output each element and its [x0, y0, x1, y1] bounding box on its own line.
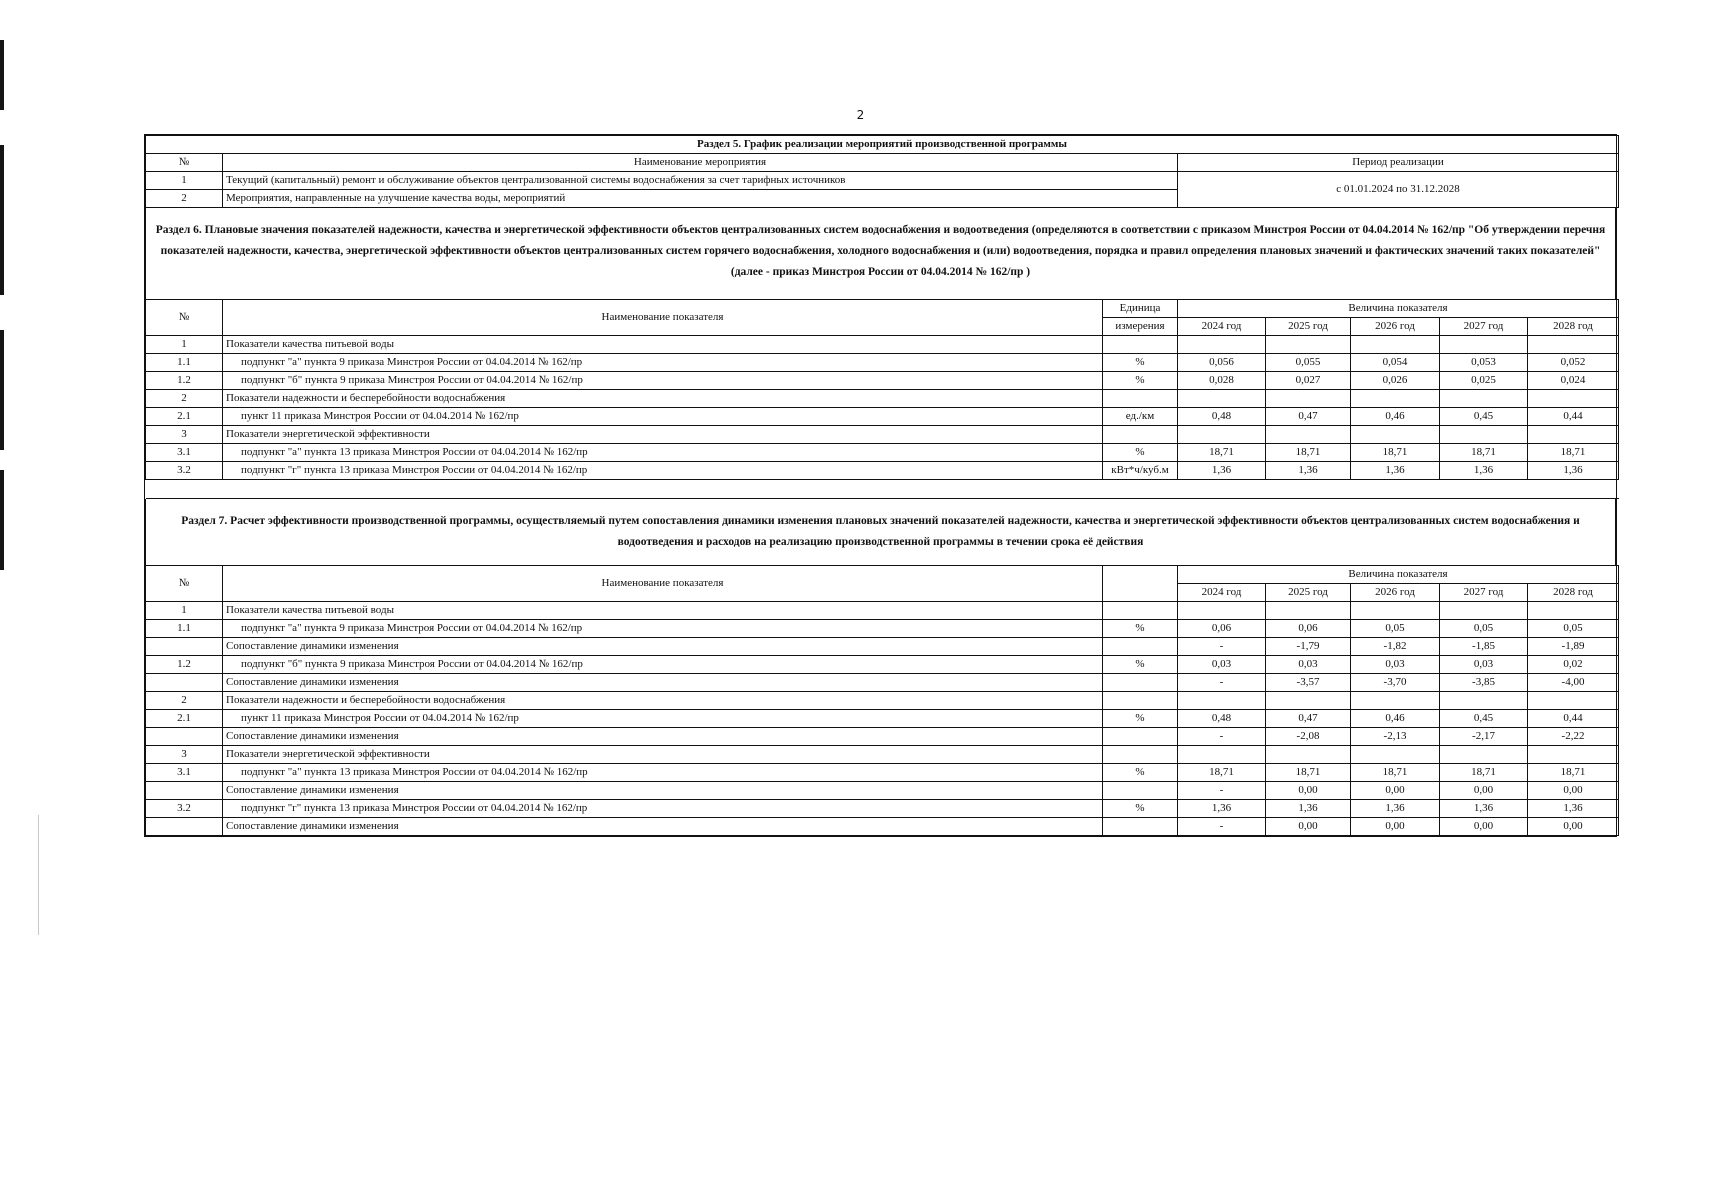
year-header: 2027 год	[1440, 318, 1528, 336]
row-value: 0,46	[1351, 408, 1440, 426]
spacer-row	[146, 480, 1619, 499]
row-name: Текущий (капитальный) ремонт и обслуживание объектов централизованной системы водоснабжения за счет тарифных источников	[223, 172, 1178, 190]
row-value: 0,45	[1440, 710, 1528, 728]
row-value: 0,00	[1528, 782, 1619, 800]
row-value	[1528, 692, 1619, 710]
row-num: 2	[146, 692, 223, 710]
col-header-name: Наименование мероприятия	[223, 154, 1178, 172]
row-name: Показатели энергетической эффективности	[223, 426, 1103, 444]
table-row	[146, 800, 1619, 818]
row-value: -2,13	[1351, 728, 1440, 746]
row-unit: %	[1103, 354, 1178, 372]
row-value: 18,71	[1266, 764, 1351, 782]
row-name: Мероприятия, направленные на улучшение качества воды, мероприятий	[223, 190, 1178, 208]
table-row	[146, 656, 1619, 674]
row-value: 1,36	[1351, 462, 1440, 480]
row-value: -1,89	[1528, 638, 1619, 656]
row-value: 0,48	[1178, 408, 1266, 426]
row-value: 0,054	[1351, 354, 1440, 372]
row-value: 0,027	[1266, 372, 1351, 390]
row-value	[1266, 336, 1351, 354]
row-unit: ед./км	[1103, 408, 1178, 426]
year-header: 2025 год	[1266, 318, 1351, 336]
row-num: 1.2	[146, 656, 223, 674]
table-row	[146, 354, 1619, 372]
row-value: -1,85	[1440, 638, 1528, 656]
row-value: 0,03	[1351, 656, 1440, 674]
table-row	[146, 372, 1619, 390]
scan-edge-mark	[0, 40, 4, 110]
row-value: 0,47	[1266, 710, 1351, 728]
row-value	[1351, 390, 1440, 408]
row-value	[1440, 692, 1528, 710]
row-name: подпункт "г" пункта 13 приказа Минстроя России от 04.04.2014 № 162/пр	[223, 462, 1103, 480]
row-value: 0,028	[1178, 372, 1266, 390]
row-value: 0,44	[1528, 710, 1619, 728]
row-num: 3	[146, 746, 223, 764]
row-value: 0,05	[1351, 620, 1440, 638]
row-value: 0,025	[1440, 372, 1528, 390]
row-name: подпункт "б" пункта 9 приказа Минстроя России от 04.04.2014 № 162/пр	[223, 656, 1103, 674]
row-value: 0,00	[1351, 782, 1440, 800]
row-num	[146, 818, 223, 836]
row-value	[1178, 746, 1266, 764]
year-header: 2028 год	[1528, 318, 1619, 336]
row-value: -2,17	[1440, 728, 1528, 746]
row-value: -1,82	[1351, 638, 1440, 656]
col-header-num: №	[146, 300, 223, 336]
row-value	[1266, 746, 1351, 764]
row-num: 2	[146, 390, 223, 408]
row-value	[1266, 602, 1351, 620]
row-value: 1,36	[1178, 800, 1266, 818]
table-row	[146, 462, 1619, 480]
row-unit: %	[1103, 710, 1178, 728]
col-header-period: Период реализации	[1178, 154, 1619, 172]
row-value: 0,05	[1440, 620, 1528, 638]
group-row	[146, 390, 1619, 408]
row-name: Сопоставление динамики изменения	[223, 674, 1103, 692]
col-header-name: Наименование показателя	[223, 566, 1103, 602]
year-header: 2028 год	[1528, 584, 1619, 602]
row-value: -	[1178, 638, 1266, 656]
row-value	[1440, 746, 1528, 764]
row-value	[1178, 390, 1266, 408]
group-row	[146, 336, 1619, 354]
row-name: Показатели качества питьевой воды	[223, 602, 1103, 620]
row-value: 0,03	[1178, 656, 1266, 674]
row-value: 0,06	[1266, 620, 1351, 638]
row-value	[1528, 336, 1619, 354]
row-value: 0,055	[1266, 354, 1351, 372]
row-value	[1178, 426, 1266, 444]
row-value: 18,71	[1351, 764, 1440, 782]
row-value	[1266, 390, 1351, 408]
row-name: подпункт "а" пункта 13 приказа Минстроя России от 04.04.2014 № 162/пр	[223, 764, 1103, 782]
row-value	[1528, 390, 1619, 408]
row-unit	[1103, 602, 1178, 620]
row-value	[1351, 692, 1440, 710]
table-row	[146, 408, 1619, 426]
row-value: -	[1178, 782, 1266, 800]
row-value: 1,36	[1351, 800, 1440, 818]
col-header-num: №	[146, 154, 223, 172]
row-num: 1.1	[146, 354, 223, 372]
row-value: -	[1178, 728, 1266, 746]
row-unit: кВт*ч/куб.м	[1103, 462, 1178, 480]
row-unit	[1103, 818, 1178, 836]
row-name: Показатели энергетической эффективности	[223, 746, 1103, 764]
row-value: 0,00	[1528, 818, 1619, 836]
row-value: 0,056	[1178, 354, 1266, 372]
row-value	[1440, 426, 1528, 444]
row-name: Показатели качества питьевой воды	[223, 336, 1103, 354]
period-value: с 01.01.2024 по 31.12.2028	[1178, 172, 1619, 208]
row-value: -3,85	[1440, 674, 1528, 692]
comparison-row	[146, 782, 1619, 800]
row-name: пункт 11 приказа Минстроя России от 04.04.2014 № 162/пр	[223, 408, 1103, 426]
row-num: 1.2	[146, 372, 223, 390]
row-value	[1440, 390, 1528, 408]
row-name: Показатели надежности и бесперебойности водоснабжения	[223, 390, 1103, 408]
row-value	[1440, 336, 1528, 354]
row-num: 1	[146, 602, 223, 620]
row-num	[146, 638, 223, 656]
row-name: подпункт "г" пункта 13 приказа Минстроя России от 04.04.2014 № 162/пр	[223, 800, 1103, 818]
row-value: -1,79	[1266, 638, 1351, 656]
row-name: подпункт "б" пункта 9 приказа Минстроя России от 04.04.2014 № 162/пр	[223, 372, 1103, 390]
row-num: 3	[146, 426, 223, 444]
row-value: 0,44	[1528, 408, 1619, 426]
row-value: 18,71	[1528, 444, 1619, 462]
row-value: 0,052	[1528, 354, 1619, 372]
row-unit: %	[1103, 444, 1178, 462]
row-value: 18,71	[1351, 444, 1440, 462]
row-value: 0,06	[1178, 620, 1266, 638]
row-num: 3.2	[146, 800, 223, 818]
row-name: Сопоставление динамики изменения	[223, 782, 1103, 800]
row-unit: %	[1103, 656, 1178, 674]
comparison-row	[146, 728, 1619, 746]
table-row	[146, 710, 1619, 728]
table-row	[146, 620, 1619, 638]
row-num: 1.1	[146, 620, 223, 638]
row-num	[146, 674, 223, 692]
group-row	[146, 602, 1619, 620]
section6-table	[145, 299, 1619, 499]
row-value: 0,026	[1351, 372, 1440, 390]
row-name: подпункт "а" пункта 9 приказа Минстроя России от 04.04.2014 № 162/пр	[223, 620, 1103, 638]
year-header: 2027 год	[1440, 584, 1528, 602]
row-value	[1528, 602, 1619, 620]
row-value: 18,71	[1178, 444, 1266, 462]
row-value	[1440, 602, 1528, 620]
row-value: 1,36	[1266, 462, 1351, 480]
table-row	[146, 172, 1619, 190]
row-value: -3,57	[1266, 674, 1351, 692]
row-value	[1351, 336, 1440, 354]
row-num: 2.1	[146, 408, 223, 426]
row-unit	[1103, 746, 1178, 764]
row-value: 0,00	[1351, 818, 1440, 836]
scan-edge-mark	[0, 470, 4, 570]
comparison-row	[146, 818, 1619, 836]
col-header-unit-line2: измерения	[1103, 318, 1178, 336]
row-value: 0,46	[1351, 710, 1440, 728]
row-num	[146, 728, 223, 746]
row-value: -2,08	[1266, 728, 1351, 746]
row-value: 0,47	[1266, 408, 1351, 426]
row-value: 0,00	[1440, 782, 1528, 800]
row-name: Показатели надежности и бесперебойности водоснабжения	[223, 692, 1103, 710]
row-unit	[1103, 638, 1178, 656]
group-row	[146, 426, 1619, 444]
row-value	[1351, 426, 1440, 444]
row-unit	[1103, 728, 1178, 746]
row-unit	[1103, 692, 1178, 710]
row-value: 18,71	[1178, 764, 1266, 782]
year-header: 2025 год	[1266, 584, 1351, 602]
row-value	[1178, 336, 1266, 354]
row-value: 18,71	[1440, 764, 1528, 782]
page-number: 2	[856, 108, 865, 122]
row-value: 0,45	[1440, 408, 1528, 426]
row-name: подпункт "а" пункта 13 приказа Минстроя России от 04.04.2014 № 162/пр	[223, 444, 1103, 462]
table-row	[146, 444, 1619, 462]
section5-table	[145, 135, 1619, 208]
comparison-row	[146, 674, 1619, 692]
row-value: 0,03	[1440, 656, 1528, 674]
col-header-value: Величина показателя	[1178, 300, 1619, 318]
row-name: Сопоставление динамики изменения	[223, 638, 1103, 656]
row-value: 1,36	[1440, 800, 1528, 818]
section7-title: Раздел 7. Расчет эффективности производственной программы, осуществляемый путем сопоставления динамики изменения плановых значений показателей надежности, качества и энергетической эффективности объектов централизованных систем водоснабжения и водоотведения и расходов на реализацию производственной программы в течении срока её действия	[145, 499, 1616, 565]
row-value: -	[1178, 674, 1266, 692]
row-name: пункт 11 приказа Минстроя России от 04.04.2014 № 162/пр	[223, 710, 1103, 728]
row-value: 1,36	[1178, 462, 1266, 480]
row-value: 0,03	[1266, 656, 1351, 674]
row-value	[1266, 692, 1351, 710]
row-value: 0,05	[1528, 620, 1619, 638]
comparison-row	[146, 638, 1619, 656]
row-value	[1178, 602, 1266, 620]
row-unit: %	[1103, 372, 1178, 390]
col-header-unit: Единица	[1103, 300, 1178, 318]
row-value: -4,00	[1528, 674, 1619, 692]
section7-table	[145, 565, 1619, 836]
col-header-value: Величина показателя	[1178, 566, 1619, 584]
row-value: 0,024	[1528, 372, 1619, 390]
row-num: 3.2	[146, 462, 223, 480]
group-row	[146, 746, 1619, 764]
col-header-name: Наименование показателя	[223, 300, 1103, 336]
row-unit	[1103, 426, 1178, 444]
row-value: 0,48	[1178, 710, 1266, 728]
year-header: 2026 год	[1351, 584, 1440, 602]
group-row	[146, 692, 1619, 710]
row-unit	[1103, 390, 1178, 408]
row-value: 0,00	[1266, 782, 1351, 800]
document-sheet	[144, 134, 1617, 837]
row-value: -3,70	[1351, 674, 1440, 692]
row-value: 1,36	[1528, 462, 1619, 480]
row-value: -	[1178, 818, 1266, 836]
section5-title: Раздел 5. График реализации мероприятий производственной программы	[146, 136, 1619, 154]
row-unit	[1103, 674, 1178, 692]
row-value: 0,053	[1440, 354, 1528, 372]
row-value: 0,00	[1440, 818, 1528, 836]
row-num: 3.1	[146, 444, 223, 462]
row-value: 0,02	[1528, 656, 1619, 674]
year-header: 2024 год	[1178, 318, 1266, 336]
row-value: 18,71	[1528, 764, 1619, 782]
section6-title: Раздел 6. Плановые значения показателей надежности, качества и энергетической эффективности объектов централизованных систем водоснабжения и водоотведения (определяются в соответствии с приказом Минстроя России от 04.04.2014 № 162/пр "Об утверждении перечня показателей надежности, качества, энергетической эффективности объектов централизованных систем горячего водоснабжения, холодного водоснабжения и (или) водоотведения, порядка и правил определения плановых значений и фактических значений таких показателей" (далее - приказ Минстроя России от 04.04.2014 № 162/пр )	[145, 208, 1616, 299]
row-num: 1	[146, 172, 223, 190]
row-num: 3.1	[146, 764, 223, 782]
row-value: 1,36	[1528, 800, 1619, 818]
row-value: -2,22	[1528, 728, 1619, 746]
row-value	[1178, 692, 1266, 710]
row-value	[1351, 602, 1440, 620]
row-num	[146, 782, 223, 800]
row-num: 2.1	[146, 710, 223, 728]
row-value	[1528, 746, 1619, 764]
row-unit: %	[1103, 620, 1178, 638]
row-num: 1	[146, 336, 223, 354]
row-unit	[1103, 336, 1178, 354]
row-unit: %	[1103, 800, 1178, 818]
scan-artifact-line	[38, 815, 39, 935]
row-unit: %	[1103, 764, 1178, 782]
row-name: подпункт "а" пункта 9 приказа Минстроя России от 04.04.2014 № 162/пр	[223, 354, 1103, 372]
row-value: 0,00	[1266, 818, 1351, 836]
row-value	[1528, 426, 1619, 444]
row-num: 2	[146, 190, 223, 208]
row-name: Сопоставление динамики изменения	[223, 728, 1103, 746]
year-header: 2024 год	[1178, 584, 1266, 602]
row-unit	[1103, 782, 1178, 800]
year-header: 2026 год	[1351, 318, 1440, 336]
row-value	[1351, 746, 1440, 764]
row-value: 1,36	[1266, 800, 1351, 818]
scan-edge-mark	[0, 330, 4, 450]
scan-edge-mark	[0, 145, 4, 295]
row-value: 1,36	[1440, 462, 1528, 480]
col-header-unit	[1103, 566, 1178, 602]
row-name: Сопоставление динамики изменения	[223, 818, 1103, 836]
table-row	[146, 764, 1619, 782]
row-value: 18,71	[1440, 444, 1528, 462]
row-value: 18,71	[1266, 444, 1351, 462]
col-header-num: №	[146, 566, 223, 602]
row-value	[1266, 426, 1351, 444]
